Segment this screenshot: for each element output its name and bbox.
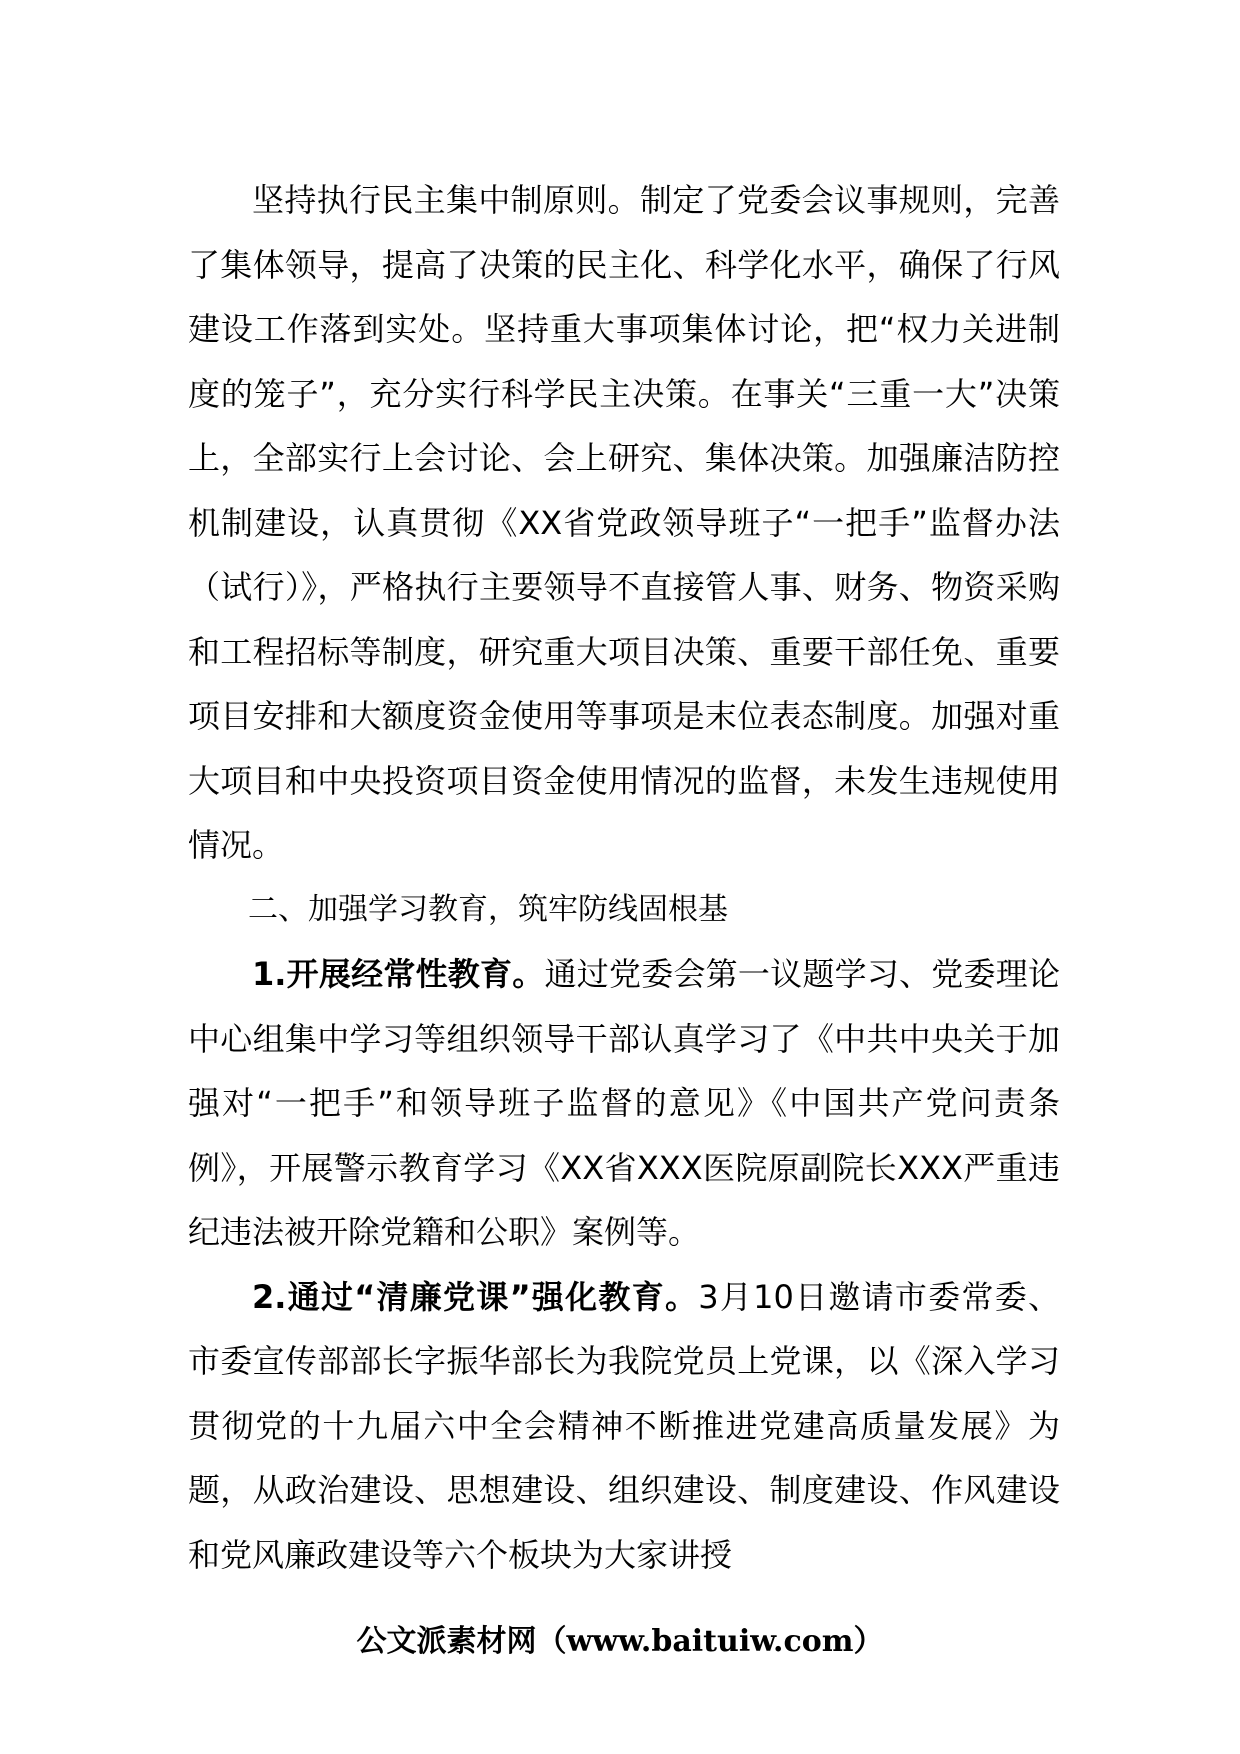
item-text: 通过党委会第一议题学习、党委理论中心组集中学习等组织领导干部认真学习了《中共中央关于加强对“一把手”和领导班子监督的意见》《中国共产党问责条例》，开展警示教育学习《XX省XXX医院原副院长XXX严重违纪违法被开除党籍和公职》案例等。 xyxy=(188,955,1060,1251)
section-heading: 二、加强学习教育，筑牢防线固根基 xyxy=(248,891,728,927)
item-lead: 2.通过“清廉党课”强化教育。 xyxy=(252,1277,699,1316)
numbered-item-1 xyxy=(188,942,1060,1265)
paragraph-text: 坚持执行民主集中制原则。制定了党委会议事规则，完善了集体领导，提高了决策的民主化、科学化水平，确保了行风建设工作落到实处。坚持重大事项集体讨论，把“权力关进制度的笼子”，充分实行科学民主决策。在事关“三重一大”决策上，全部实行上会讨论、会上研究、集体决策。加强廉洁防控机制建设，认真贯彻《XX省党政领导班子“一把手”监督办法（试行）》，严格执行主要领导不直接管人事、财务、物资采购和工程招标等制度，研究重大项目决策、重要干部任免、重要项目安排和大额度资金使用等事项是末位表态制度。加强对重大项目和中央投资项目资金使用情况的监督，未发生违规使用情况。 xyxy=(188,181,1060,864)
footer-watermark-text: 公文派素材网（www.baituiw.com） xyxy=(356,1624,884,1659)
numbered-item-2 xyxy=(188,1265,1060,1588)
item-lead: 1.开展经常性教育。 xyxy=(252,955,545,993)
body-paragraph xyxy=(188,168,1060,878)
document-body xyxy=(188,168,1060,1587)
item-text: 3月10日邀请市委常委、市委宣传部部长字振华部长为我院党员上党课，以《深入学习贯彻党的十九届六中全会精神不断推进党建高质量发展》为题，从政治建设、思想建设、组织建设、制度建设、作风建设和党风廉政建设等六个板块为大家讲授 xyxy=(188,1277,1060,1574)
